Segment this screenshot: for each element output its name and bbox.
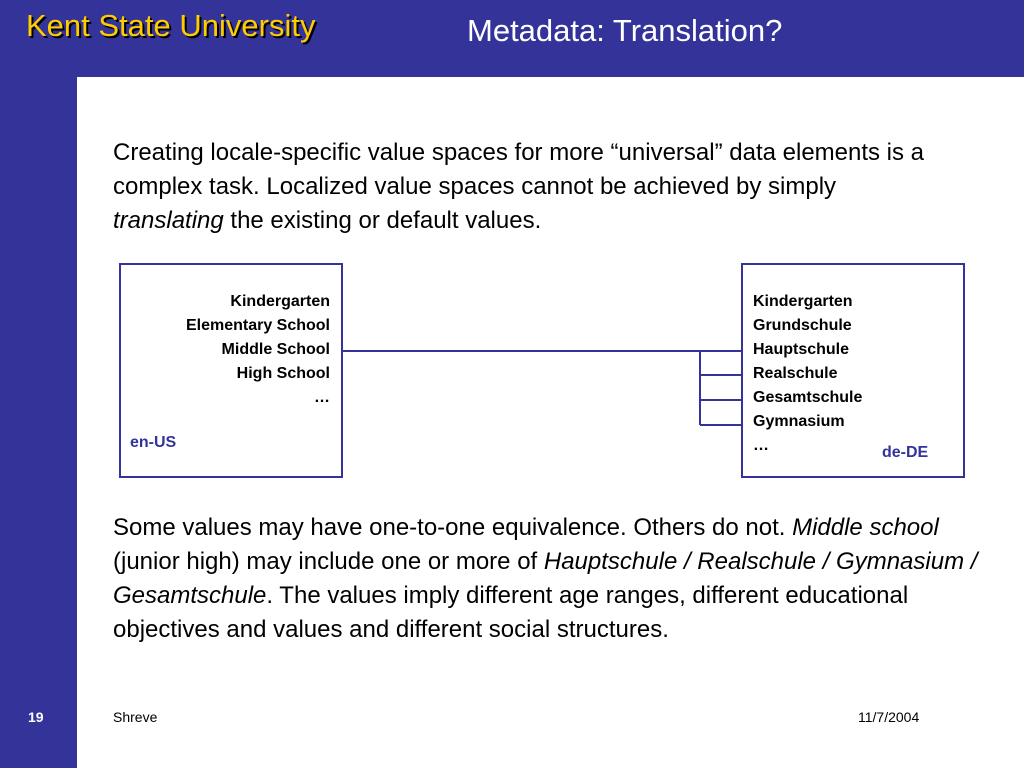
list-item: Gymnasium (753, 413, 845, 430)
footer-date: 11/7/2004 (858, 709, 920, 725)
footer-author: Shreve (113, 709, 158, 725)
list-item: Grundschule (753, 317, 852, 334)
list-item: Gesamtschule (753, 389, 863, 406)
de-de-value-box (741, 263, 965, 478)
slide-title: Metadata: Translation? (467, 13, 783, 48)
en-us-value-box (119, 263, 343, 478)
list-item: Hauptschule (753, 341, 850, 358)
list-item: Kindergarten (230, 293, 330, 310)
closing-emphasis-2: Hauptschule / Realschule / Gymnasium / Gesamtschule (113, 548, 978, 609)
closing-text-2: (junior high) may include one or more of (113, 548, 544, 575)
university-name: Kent State University (26, 8, 316, 43)
intro-emphasis: translating (113, 207, 224, 234)
intro-text-1: Creating locale-specific value spaces for more “universal” data elements is a complex task. Localized value spaces cannot be achieved by simply (113, 139, 925, 200)
list-item: Middle School (221, 341, 330, 358)
list-item: Kindergarten (753, 293, 853, 310)
list-item: High School (236, 365, 330, 382)
list-item: … (314, 389, 330, 406)
list-item: Realschule (753, 365, 838, 382)
list-item: Elementary School (185, 317, 330, 334)
closing-emphasis-1: Middle school (792, 514, 939, 541)
closing-paragraph (113, 511, 993, 647)
locale-label-de-de: de-DE (882, 444, 929, 461)
closing-text-1: Some values may have one-to-one equivalence. Others do not. (113, 514, 793, 541)
intro-text-2: the existing or default values. (223, 207, 542, 234)
en-us-value-list (186, 290, 330, 410)
intro-paragraph (113, 136, 933, 238)
de-de-value-list (753, 290, 862, 458)
list-item: … (753, 437, 769, 454)
locale-label-en-us: en-US (130, 434, 177, 451)
left-frame-bar (0, 0, 77, 768)
page-number: 19 (28, 709, 44, 725)
closing-text-3: . The values imply different age ranges, different educational objectives and values and different social structures. (113, 582, 909, 643)
